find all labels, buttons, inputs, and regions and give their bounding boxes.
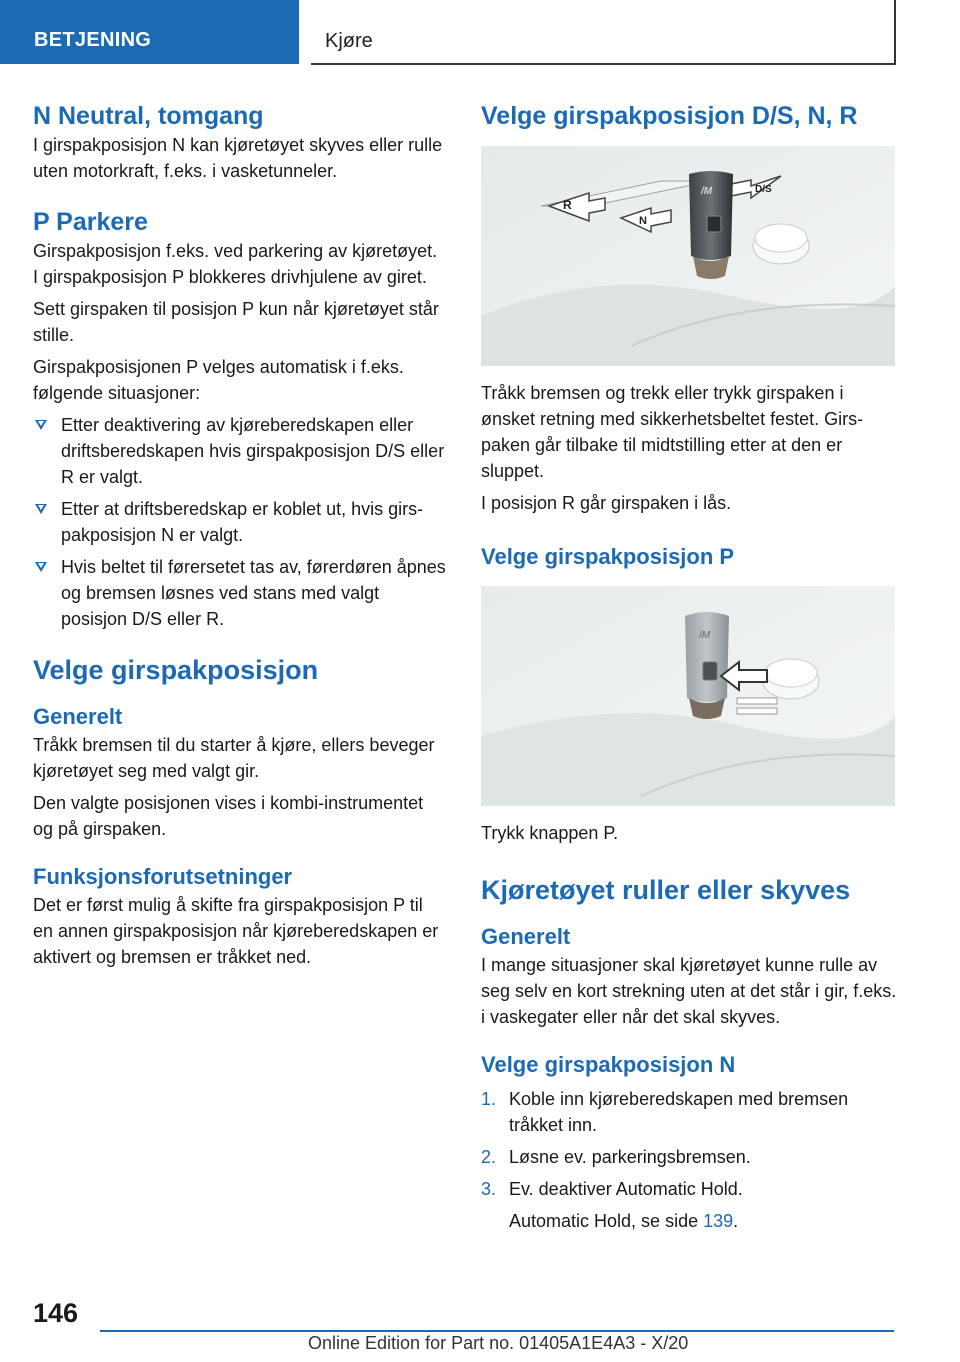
right-column bbox=[481, 100, 899, 1234]
header-section-tab bbox=[0, 0, 299, 64]
footer-divider bbox=[100, 1330, 894, 1332]
paragraph-funksjonsforutsetninger: Det er først mulig å skifte fra girspakposisjon P til en annen girspakposisjon når kjøreberedskapen er aktivert og bremsen er tråkket ned. bbox=[33, 895, 439, 967]
page-reference-link[interactable]: 139 bbox=[703, 1211, 734, 1231]
paragraph-p-2: Sett girspaken til posisjon P kun når kjøretøyet står stille. bbox=[33, 299, 439, 345]
situation-list bbox=[33, 412, 447, 632]
heading-velge-n: Velge girspakposisjon N bbox=[481, 1052, 736, 1077]
left-column bbox=[33, 100, 447, 970]
triangle-bullet-icon bbox=[35, 504, 47, 514]
header-chapter-label: Kjøre bbox=[325, 30, 373, 52]
footer-edition: Online Edition for Part no. 01405A1E4A3 - X/20 bbox=[308, 1333, 689, 1353]
triangle-bullet-icon bbox=[35, 420, 47, 430]
heading-velge-p: Velge girspakposisjon P bbox=[481, 544, 735, 569]
heading-generelt: Generelt bbox=[33, 704, 123, 729]
gear-selector-p-svg bbox=[481, 586, 895, 806]
list-item: 2. Løsne ev. parkeringsbremsen. bbox=[481, 1147, 751, 1167]
gear-selector-dsnr-illustration bbox=[481, 146, 895, 366]
heading-velge-girspakposisjon: Velge girspakposisjon bbox=[33, 655, 319, 685]
gear-label-r: R bbox=[563, 198, 572, 212]
heading-n-neutral: N Neutral, tomgang bbox=[33, 102, 264, 130]
heading-generelt-right: Generelt bbox=[481, 924, 571, 949]
paragraph-p-3: Girspakposisjonen P velges automatisk i f.eks. følgende situasjoner: bbox=[33, 357, 404, 403]
paragraph-dsnr-1: Tråkk bremsen og trekk eller trykk girspaken i ønsket retning med sikkerhetsbeltet festet. Girspaken går tilbake til midtstilling etter at den er sluppet. bbox=[481, 383, 864, 481]
paragraph-generelt-2: Den valgte posisjonen vises i kombi-instrumentet og på girspaken. bbox=[33, 793, 424, 839]
paragraph-automatic-hold-ref: Automatic Hold, se side 139. bbox=[509, 1211, 739, 1231]
svg-text:/M: /M bbox=[699, 630, 711, 641]
heading-p-parkere: P Parkere bbox=[33, 208, 148, 236]
gear-label-n: N bbox=[639, 215, 647, 227]
svg-text:/M: /M bbox=[701, 186, 713, 197]
list-item: 1. Koble inn kjøreberedskapen med bremsen tråkket inn. bbox=[481, 1089, 849, 1135]
heading-ruller-skyves: Kjøretøyet ruller eller skyves bbox=[481, 875, 851, 905]
paragraph-generelt-right: I mange situasjoner skal kjøretøyet kunne rulle av seg selv en kort strekning uten at det står i gir, f.eks. i vaskegater eller når det skal skyves. bbox=[481, 955, 897, 1027]
heading-funksjonsforutsetninger: Funksjonsforutsetninger bbox=[33, 864, 293, 889]
list-item: 3. Ev. deaktiver Automatic Hold. bbox=[481, 1179, 743, 1199]
list-item: Hvis beltet til førersetet tas av, førerdøren åpnes og bremsen løsnes ved stans med valgt posisjon D/S eller R. bbox=[33, 554, 447, 632]
paragraph-p-1: Girspakposisjon f.eks. ved parkering av kjøretøyet. I girspakposisjon P blokkeres drivhjulene av giret. bbox=[33, 241, 438, 287]
gear-selector-dsnr-svg bbox=[481, 146, 895, 366]
gear-label-ds: D/S bbox=[755, 184, 772, 195]
header-section-label: BETJENING bbox=[34, 29, 152, 51]
list-item: Etter deaktivering av kjøreberedskapen eller driftsberedskapen hvis girspakposisjon D/S eller R er valgt. bbox=[33, 412, 447, 490]
triangle-bullet-icon bbox=[35, 562, 47, 572]
paragraph-n-neutral: I girspakposisjon N kan kjøretøyet skyves eller rulle uten motorkraft, f.eks. i vasketunneler. bbox=[33, 135, 443, 181]
paragraph-trykk-p: Trykk knappen P. bbox=[481, 823, 619, 843]
gear-selector-p-illustration bbox=[481, 586, 895, 806]
heading-velge-dsnr: Velge girspakposisjon D/S, N, R bbox=[481, 102, 858, 130]
header-chapter-box bbox=[311, 0, 896, 65]
paragraph-dsnr-2: I posisjon R går girspaken i lås. bbox=[481, 493, 732, 513]
paragraph-generelt-1: Tråkk bremsen til du starter å kjøre, ellers beveger kjøretøyet seg med valgt gir. bbox=[33, 735, 435, 781]
page-number: 146 bbox=[33, 1298, 79, 1328]
list-item: Etter at driftsberedskap er koblet ut, hvis girspakposisjon N er valgt. bbox=[33, 496, 447, 548]
steps-list bbox=[481, 1086, 899, 1202]
